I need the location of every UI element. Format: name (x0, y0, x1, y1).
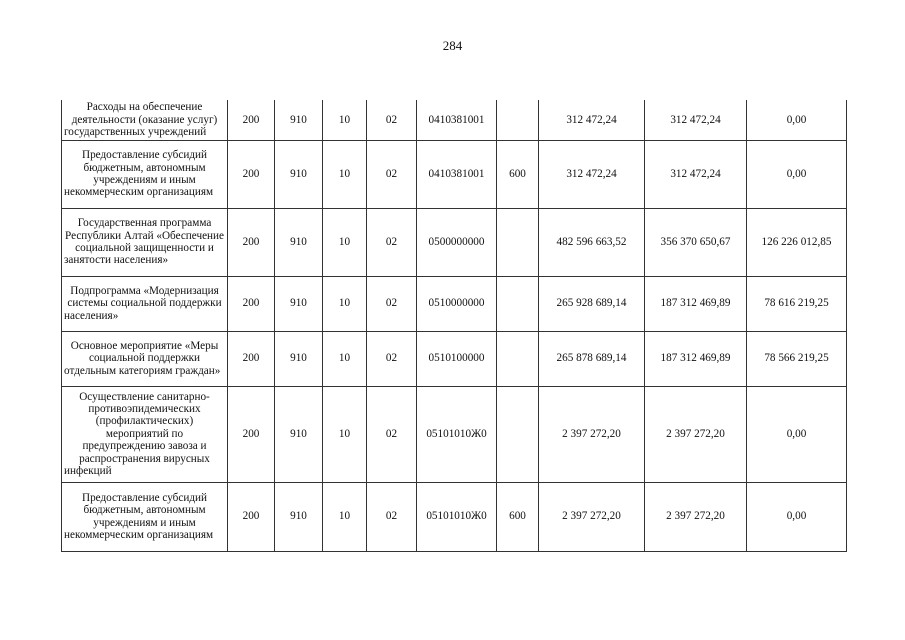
row-c1-cell: 200 (228, 386, 275, 482)
row-s2-cell: 2 397 272,20 (645, 482, 747, 551)
page-number: 284 (442, 38, 463, 53)
row-c3-cell: 10 (323, 482, 367, 551)
row-c3-cell: 10 (323, 386, 367, 482)
row-c4-cell: 02 (367, 208, 417, 276)
row-code-cell: 0500000000 (417, 208, 497, 276)
row-vr-cell (497, 100, 539, 140)
row-c3-cell: 10 (323, 331, 367, 386)
row-s2-cell: 187 312 469,89 (645, 331, 747, 386)
row-s3-cell: 0,00 (747, 140, 847, 208)
row-s2-cell: 2 397 272,20 (645, 386, 747, 482)
row-c4-cell: 02 (367, 482, 417, 551)
row-s1-cell: 2 397 272,20 (539, 482, 645, 551)
row-c2-cell: 910 (275, 482, 323, 551)
row-name-cell: Расходы на обеспечение деятельности (оказание услуг) государственных учреждений (62, 100, 228, 140)
row-s3-cell: 78 566 219,25 (747, 331, 847, 386)
row-c4-cell: 02 (367, 276, 417, 331)
row-c3-cell: 10 (323, 208, 367, 276)
row-c2-cell: 910 (275, 386, 323, 482)
table-row (62, 386, 847, 482)
row-s1-cell: 2 397 272,20 (539, 386, 645, 482)
row-s2-cell: 187 312 469,89 (645, 276, 747, 331)
row-vr-cell (497, 386, 539, 482)
row-code-cell: 05101010Ж0 (417, 386, 497, 482)
row-vr-cell: 600 (497, 482, 539, 551)
table-row (62, 208, 847, 276)
row-c3-cell: 10 (323, 140, 367, 208)
row-code-cell: 0510000000 (417, 276, 497, 331)
row-s3-cell: 78 616 219,25 (747, 276, 847, 331)
row-c1-cell: 200 (228, 140, 275, 208)
row-vr-cell (497, 331, 539, 386)
row-c1-cell: 200 (228, 276, 275, 331)
row-vr-cell (497, 276, 539, 331)
row-c4-cell: 02 (367, 100, 417, 140)
row-s3-cell: 0,00 (747, 482, 847, 551)
row-c2-cell: 910 (275, 140, 323, 208)
row-vr-cell: 600 (497, 140, 539, 208)
row-c3-cell: 10 (323, 100, 367, 140)
row-c1-cell: 200 (228, 331, 275, 386)
row-c2-cell: 910 (275, 208, 323, 276)
budget-table (61, 100, 847, 552)
row-s2-cell: 356 370 650,67 (645, 208, 747, 276)
row-code-cell: 0510100000 (417, 331, 497, 386)
row-c1-cell: 200 (228, 208, 275, 276)
row-s1-cell: 482 596 663,52 (539, 208, 645, 276)
row-code-cell: 05101010Ж0 (417, 482, 497, 551)
row-name-cell: Основное мероприятие «Меры социальной поддержки отдельным категориям граждан» (62, 331, 228, 386)
row-c3-cell: 10 (323, 276, 367, 331)
table-row (62, 276, 847, 331)
row-c1-cell: 200 (228, 482, 275, 551)
row-c4-cell: 02 (367, 331, 417, 386)
table-row (62, 100, 847, 140)
table-row (62, 482, 847, 551)
row-c1-cell: 200 (228, 100, 275, 140)
row-s3-cell: 0,00 (747, 100, 847, 140)
row-s3-cell: 0,00 (747, 386, 847, 482)
row-name-cell: Государственная программа Республики Алтай «Обеспечение социальной защищенности и занятости населения» (62, 208, 228, 276)
row-c4-cell: 02 (367, 386, 417, 482)
table-row (62, 140, 847, 208)
row-s2-cell: 312 472,24 (645, 100, 747, 140)
row-s1-cell: 265 928 689,14 (539, 276, 645, 331)
row-code-cell: 0410381001 (417, 140, 497, 208)
row-c2-cell: 910 (275, 276, 323, 331)
row-c2-cell: 910 (275, 100, 323, 140)
row-name-cell: Подпрограмма «Модернизация системы социальной поддержки населения» (62, 276, 228, 331)
row-code-cell: 0410381001 (417, 100, 497, 140)
row-s1-cell: 312 472,24 (539, 140, 645, 208)
row-s3-cell: 126 226 012,85 (747, 208, 847, 276)
row-vr-cell (497, 208, 539, 276)
row-name-cell: Предоставление субсидий бюджетным, автономным учреждениям и иным некоммерческим организациям (62, 482, 228, 551)
row-s2-cell: 312 472,24 (645, 140, 747, 208)
row-name-cell: Осуществление санитарно-противоэпидемических (профилактических) мероприятий по предупреждению завоза и распространения вирусных инфекций (62, 386, 228, 482)
row-c2-cell: 910 (275, 331, 323, 386)
table-row (62, 331, 847, 386)
row-s1-cell: 312 472,24 (539, 100, 645, 140)
row-c4-cell: 02 (367, 140, 417, 208)
row-s1-cell: 265 878 689,14 (539, 331, 645, 386)
row-name-cell: Предоставление субсидий бюджетным, автономным учреждениям и иным некоммерческим организациям (62, 140, 228, 208)
